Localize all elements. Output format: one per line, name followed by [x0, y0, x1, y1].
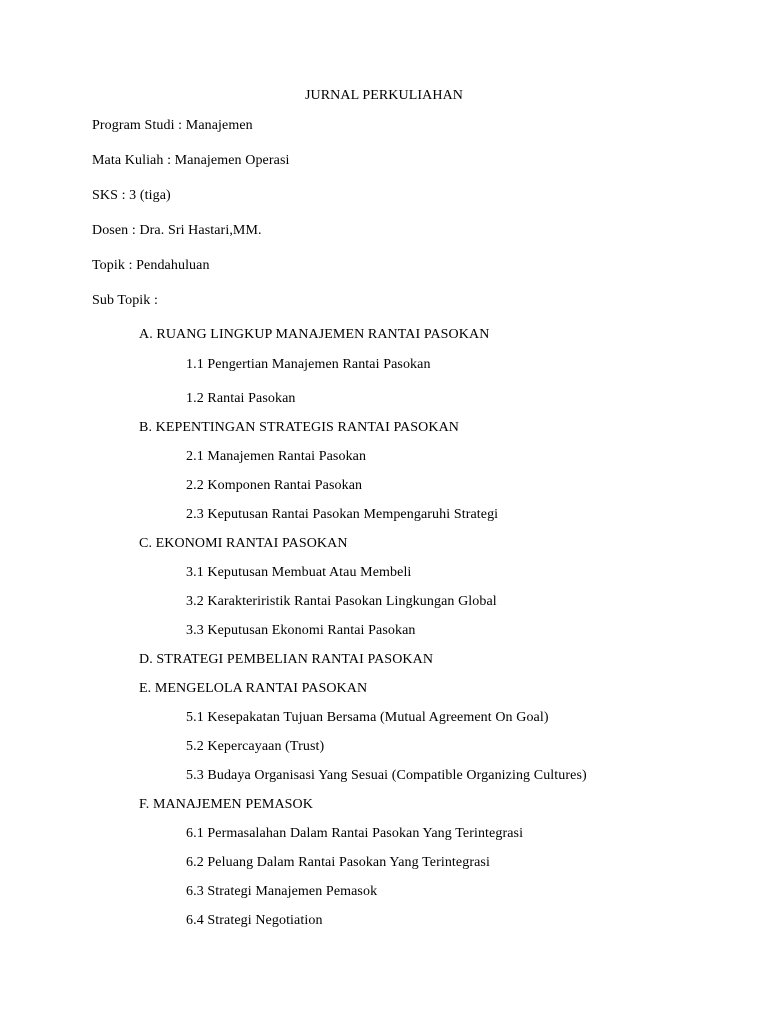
- field-mata-kuliah: Mata Kuliah : Manajemen Operasi: [92, 153, 290, 168]
- section-heading-a: A. RUANG LINGKUP MANAJEMEN RANTAI PASOKAN: [139, 327, 490, 342]
- section-item-3-3: 3.3 Keputusan Ekonomi Rantai Pasokan: [186, 623, 416, 638]
- section-heading-e: E. MENGELOLA RANTAI PASOKAN: [139, 681, 368, 696]
- field-dosen: Dosen : Dra. Sri Hastari,MM.: [92, 223, 262, 238]
- section-item-6-2: 6.2 Peluang Dalam Rantai Pasokan Yang Terintegrasi: [186, 855, 490, 870]
- section-item-5-3: 5.3 Budaya Organisasi Yang Sesuai (Compatible Organizing Cultures): [186, 768, 587, 783]
- section-item-6-4: 6.4 Strategi Negotiation: [186, 913, 323, 928]
- section-heading-c: C. EKONOMI RANTAI PASOKAN: [139, 536, 348, 551]
- section-item-6-3: 6.3 Strategi Manajemen Pemasok: [186, 884, 378, 899]
- field-program-studi: Program Studi : Manajemen: [92, 118, 253, 133]
- section-item-5-1: 5.1 Kesepakatan Tujuan Bersama (Mutual Agreement On Goal): [186, 710, 549, 725]
- section-item-2-3: 2.3 Keputusan Rantai Pasokan Mempengaruhi Strategi: [186, 507, 499, 522]
- section-heading-f: F. MANAJEMEN PEMASOK: [139, 797, 313, 812]
- section-heading-d: D. STRATEGI PEMBELIAN RANTAI PASOKAN: [139, 652, 434, 667]
- section-item-1-1: 1.1 Pengertian Manajemen Rantai Pasokan: [186, 357, 431, 372]
- document-title: JURNAL PERKULIAHAN: [304, 88, 463, 103]
- section-item-1-2: 1.2 Rantai Pasokan: [186, 391, 296, 406]
- field-sks: SKS : 3 (tiga): [92, 188, 171, 203]
- field-topik: Topik : Pendahuluan: [92, 258, 210, 273]
- section-item-5-2: 5.2 Kepercayaan (Trust): [186, 739, 325, 754]
- section-item-2-2: 2.2 Komponen Rantai Pasokan: [186, 478, 363, 493]
- section-heading-b: B. KEPENTINGAN STRATEGIS RANTAI PASOKAN: [139, 420, 460, 435]
- field-sub-topik: Sub Topik :: [92, 293, 158, 308]
- section-item-3-2: 3.2 Karakteriristik Rantai Pasokan Lingkungan Global: [186, 594, 497, 609]
- section-item-2-1: 2.1 Manajemen Rantai Pasokan: [186, 449, 367, 464]
- section-item-3-1: 3.1 Keputusan Membuat Atau Membeli: [186, 565, 412, 580]
- section-item-6-1: 6.1 Permasalahan Dalam Rantai Pasokan Yang Terintegrasi: [186, 826, 524, 841]
